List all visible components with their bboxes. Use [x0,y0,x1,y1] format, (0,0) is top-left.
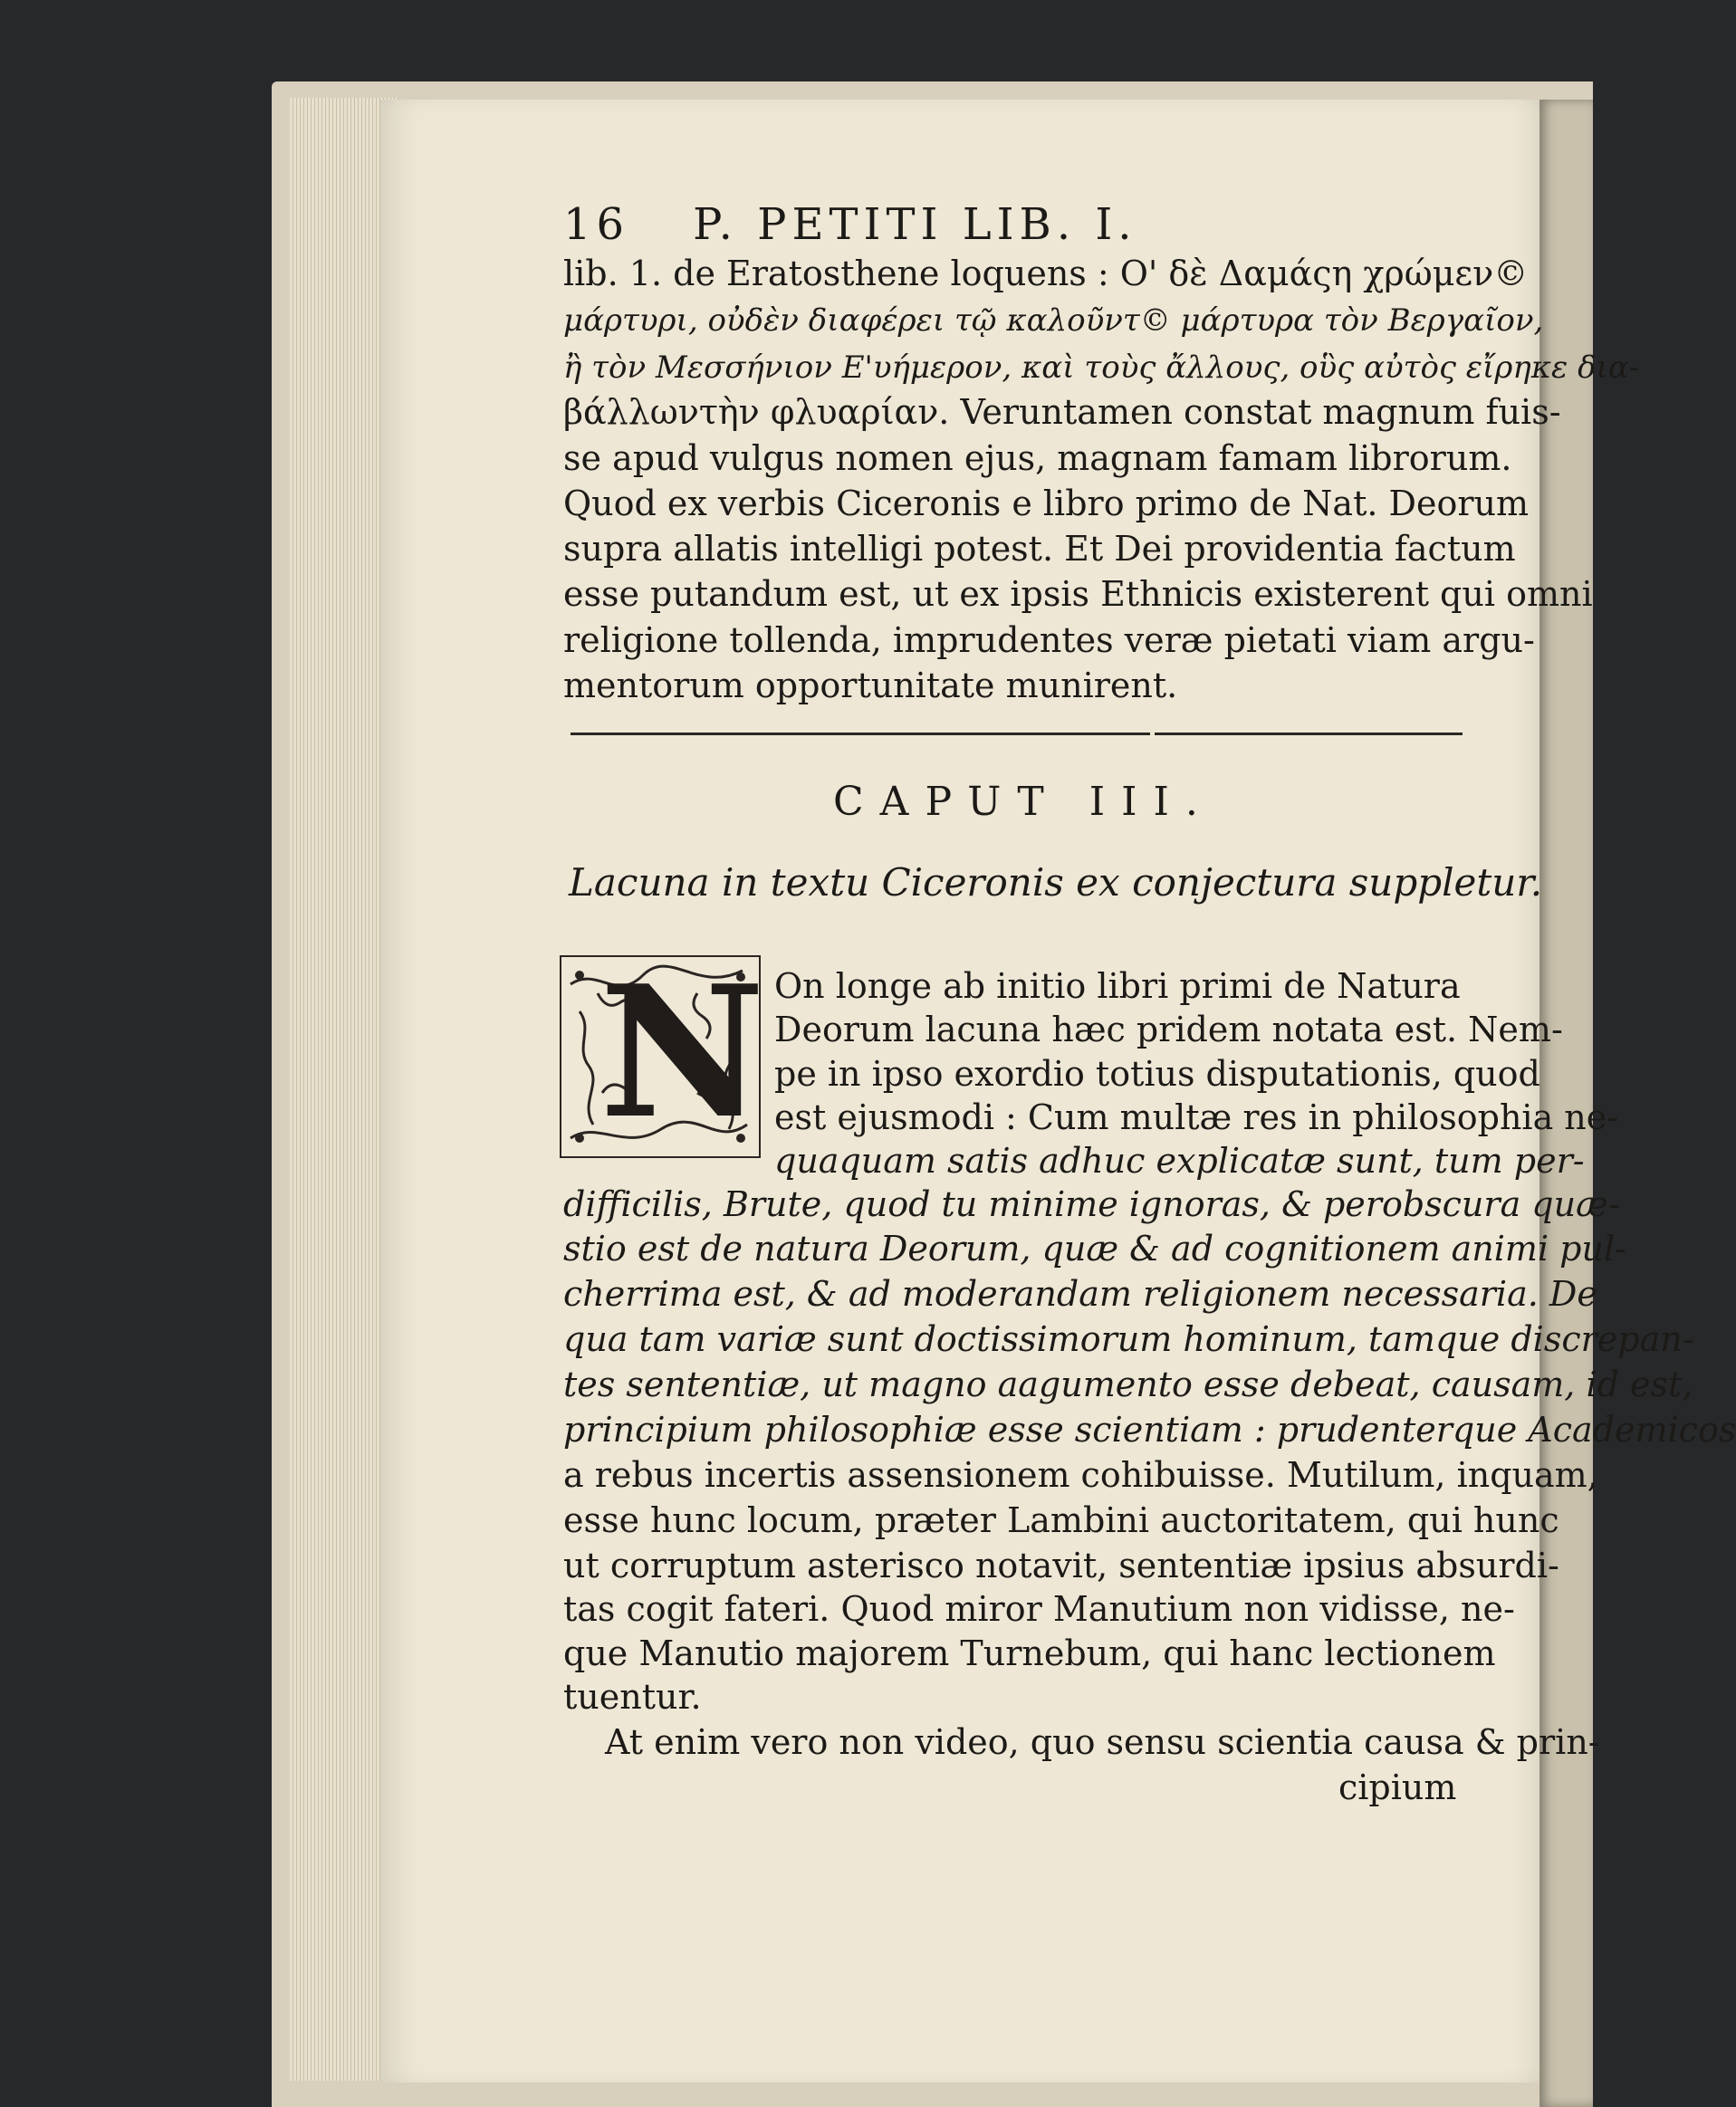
text-line: tas cogit fateri. Quod miror Manutium non vidisse, ne- [563,1589,1515,1629]
text-line: At enim vero non video, quo sensu scientia causa & prin- [605,1722,1600,1762]
text-line: a rebus incertis assensionem cohibuisse. Mutilum, inquam, [563,1455,1598,1495]
text-line-greek: μάρτυρι, οὐδὲν διαφέρει τῷ καλοῦντ© μάρτυρα τὸν Βεργαῖον, [563,302,1544,339]
text-line: se apud vulgus nomen ejus, magnam famam librorum. [563,438,1512,478]
text-line: ut corruptum asterisco notavit, sententiæ ipsius absurdi- [563,1546,1559,1585]
text-line: principium philosophiæ esse scientiam : prudenterque Academicos [563,1410,1736,1450]
text-line: stio est de natura Deorum, quæ & ad cognitionem animi pul- [563,1229,1626,1269]
catchword: cipium [1338,1767,1457,1807]
text-line: qua tam variæ sunt doctissimorum hominum, tamque discrepan- [563,1319,1694,1359]
text-line: est ejusmodi : Cum multæ res in philosophia ne- [774,1097,1619,1137]
initial-letter: N [599,946,765,1159]
text-line: supra allatis intelligi potest. Et Dei providentia factum [563,529,1516,569]
running-title: P. PETITI LIB. I. [693,199,1137,250]
text-line: pe in ipso exordio totius disputationis, quod [774,1054,1540,1094]
text-line: mentorum opportunitate munirent. [563,666,1178,705]
text-line-greek: ἢ τὸν Μεσσήνιον Ε'υήμερον, καὶ τοὺς ἄλλους, οὓς αὐτὸς εἴρηκε δια- [563,350,1640,386]
section-rule-right [1155,733,1463,735]
text-line: Quod ex verbis Ciceronis e libro primo de Nat. Deorum [563,484,1530,523]
chapter-subtitle: Lacuna in textu Ciceronis ex conjectura suppletur. [569,860,1543,905]
text-line: tes sententiæ, ut magno aagumento esse debeat, causam, id est, [563,1365,1693,1404]
text-line: tuentur. [563,1677,702,1717]
text-line: esse putandum est, ut ex ipsis Ethnicis existerent qui omni [563,574,1593,614]
text-line: difficilis, Brute, quod tu minime ignoras, & perobscura quæ- [563,1184,1620,1224]
chapter-heading: CAPUT III. [833,779,1214,825]
text-line: lib. 1. de Eratosthene loquens : Ο' δὲ Δαμάςη χρώμεν© [563,254,1529,293]
text-line: βάλλωντὴν φλυαρίαν. Veruntamen constat magnum fuis- [563,392,1561,432]
running-head [563,199,1137,250]
text-line: que Manutio majorem Turnebum, qui hanc lectionem [563,1633,1496,1673]
text-line: quaquam satis adhuc explicatæ sunt, tum per- [774,1141,1585,1181]
page-number: 16 [563,199,630,250]
text-line: cherrima est, & ad moderandam religionem necessaria. De [563,1274,1597,1314]
decorated-initial [560,946,765,1159]
text-line: religione tollenda, imprudentes veræ pietati viam argu- [563,620,1535,660]
text-line: On longe ab initio libri primi de Natura [774,966,1461,1006]
text-line: esse hunc locum, præter Lambini auctoritatem, qui hunc [563,1500,1559,1540]
text-line: Deorum lacuna hæc pridem notata est. Nem- [774,1010,1563,1049]
section-rule-left [571,733,1150,735]
